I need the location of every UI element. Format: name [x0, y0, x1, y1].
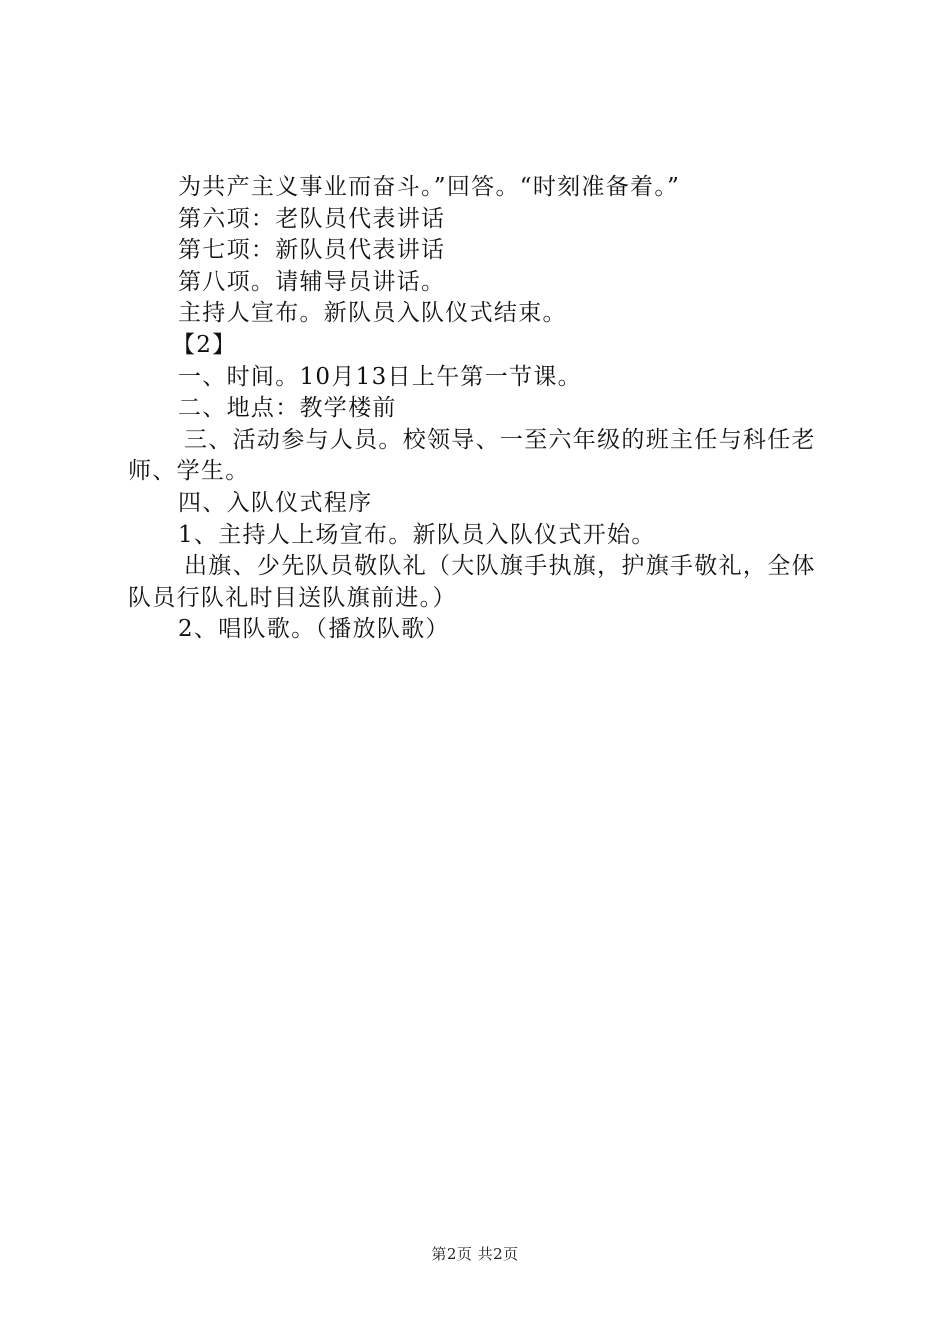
- paragraph-flag-salute: 出旗、少先队员敬队礼（大队旗手执旗，护旗手敬礼，全体队员行队礼时目送队旗前进。）: [128, 553, 816, 611]
- paragraph-oath-answer: 为共产主义事业而奋斗。”回答。“时刻准备着。”: [178, 174, 681, 200]
- page-number-footer: 第2页 共2页: [431, 1245, 519, 1263]
- paragraph-host-announce-end: 主持人宣布。新队员入队仪式结束。: [178, 300, 567, 327]
- paragraph-item-eight: 第八项。请辅导员讲话。: [178, 268, 446, 295]
- paragraph-step-one: 1、主持人上场宣布。新队员入队仪式开始。: [178, 521, 656, 548]
- paragraph-item-six: 第六项：老队员代表讲话: [178, 205, 446, 232]
- paragraph-step-two: 2、唱队歌。（播放队歌）: [178, 616, 450, 643]
- paragraph-participants: 三、活动参与人员。校领导、一至六年级的班主任与科任老师、学生。: [128, 426, 816, 485]
- paragraph-location: 二、地点：教学楼前: [178, 395, 397, 422]
- document-body: [128, 172, 828, 646]
- paragraph-time: 一、时间。10月13日上午第一节课。: [178, 363, 582, 390]
- paragraph-procedure-heading: 四、入队仪式程序: [178, 489, 373, 516]
- section-marker: 【2】: [172, 331, 237, 358]
- paragraph-item-seven: 第七项：新队员代表讲话: [178, 237, 446, 264]
